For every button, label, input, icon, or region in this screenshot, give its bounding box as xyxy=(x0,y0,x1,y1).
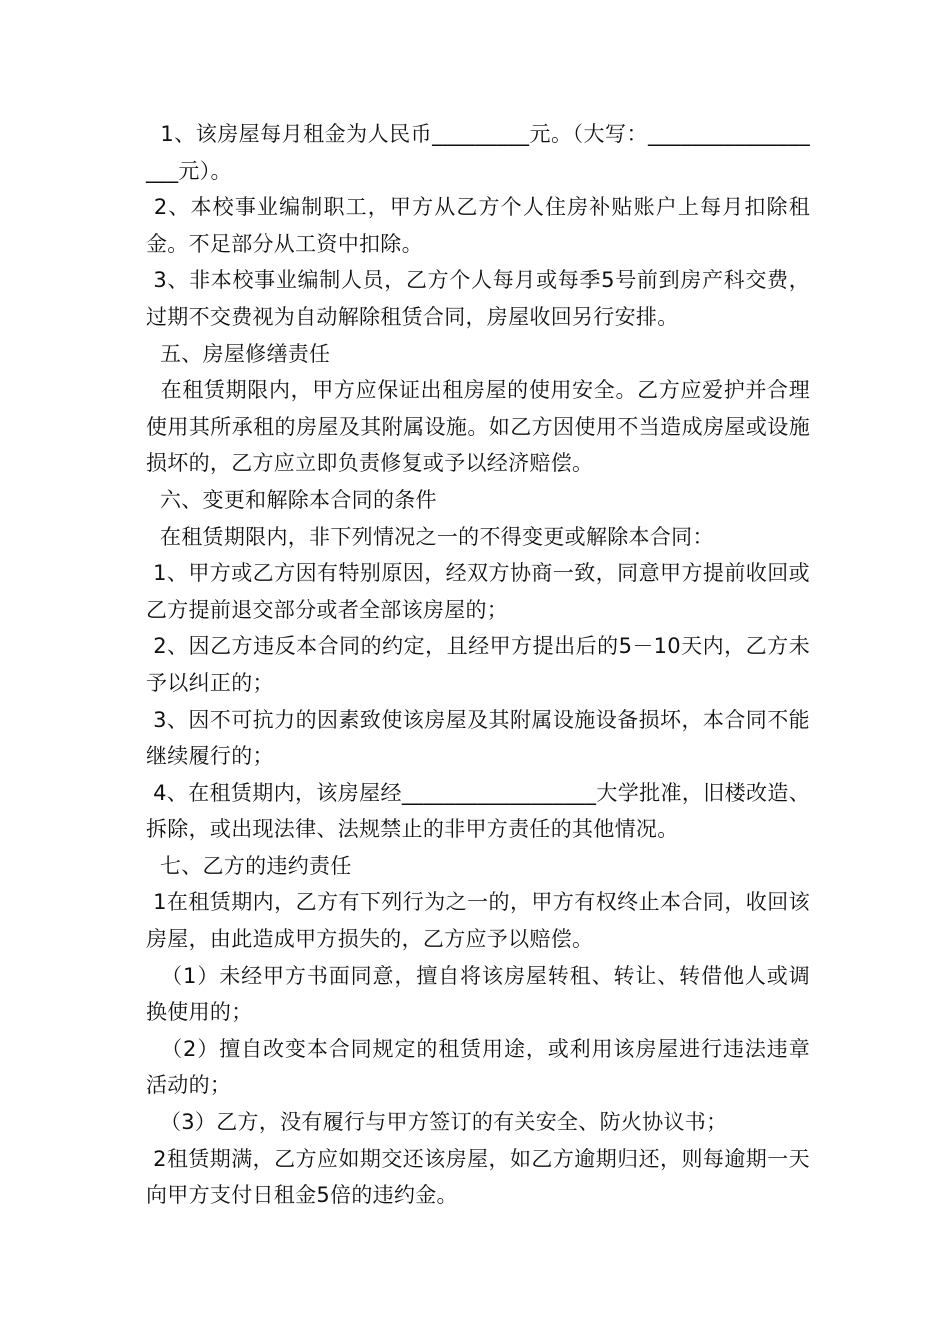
payroll-deduction-clause: 2、本校事业编制职工，甲方从乙方个人住房补贴账户上每月扣除租金。不足部分从工资中扣除。 xyxy=(146,195,811,256)
rent-amount-clause: 1、该房屋每月租金为人民币_________元。（大写：__________________元）。 xyxy=(146,122,810,183)
termination-intro: 在租赁期限内，非下列情况之一的不得变更或解除本合同： xyxy=(146,524,714,549)
termination-item-4: 4、在租赁期内，该房屋经__________________大学批准，旧楼改造、拆除，或出现法律、法规禁止的非甲方责任的其他情况。 xyxy=(146,780,811,842)
liability-subitem-3: （3）乙方，没有履行与甲方签订的有关安全、防火协议书； xyxy=(146,1110,728,1135)
liability-item-1: 1在租赁期内，乙方有下列行为之一的，甲方有权终止本合同，收回该房屋，由此造成甲方损失的，乙方应予以赔偿。 xyxy=(146,890,810,952)
contract-text xyxy=(146,116,810,1214)
section-heading-termination: 六、变更和解除本合同的条件 xyxy=(146,487,437,512)
section-heading-repair: 五、房屋修缮责任 xyxy=(146,341,331,366)
non-staff-payment-clause: 3、非本校事业编制人员，乙方个人每月或每季5号前到房产科交费，过期不交费视为自动解除租赁合同，房屋收回另行安排。 xyxy=(146,268,810,329)
termination-item-3: 3、因不可抗力的因素致使该房屋及其附属设施设备损坏，本合同不能继续履行的； xyxy=(146,707,810,769)
section-heading-liability: 七、乙方的违约责任 xyxy=(146,853,352,878)
termination-item-1: 1、甲方或乙方因有特别原因，经双方协商一致，同意甲方提前收回或乙方提前退交部分或者全部该房屋的； xyxy=(146,561,810,622)
liability-subitem-2: （2）擅自改变本合同规定的租赁用途，或利用该房屋进行违法违章活动的； xyxy=(146,1036,810,1098)
liability-item-2: 2租赁期满，乙方应如期交还该房屋，如乙方逾期归还，则每逾期一天向甲方支付日租金5倍的违约金。 xyxy=(146,1146,810,1208)
repair-clause: 在租赁期限内，甲方应保证出租房屋的使用安全。乙方应爱护并合理使用其所承租的房屋及其附属设施。如乙方因使用不当造成房屋或设施损坏的，乙方应立即负责修复或予以经济赔偿。 xyxy=(146,378,811,476)
termination-item-2: 2、因乙方违反本合同的约定，且经甲方提出后的5－10天内，乙方未予以纠正的； xyxy=(146,634,810,695)
liability-subitem-1: （1）未经甲方书面同意，擅自将该房屋转租、转让、转借他人或调换使用的； xyxy=(146,963,810,1025)
